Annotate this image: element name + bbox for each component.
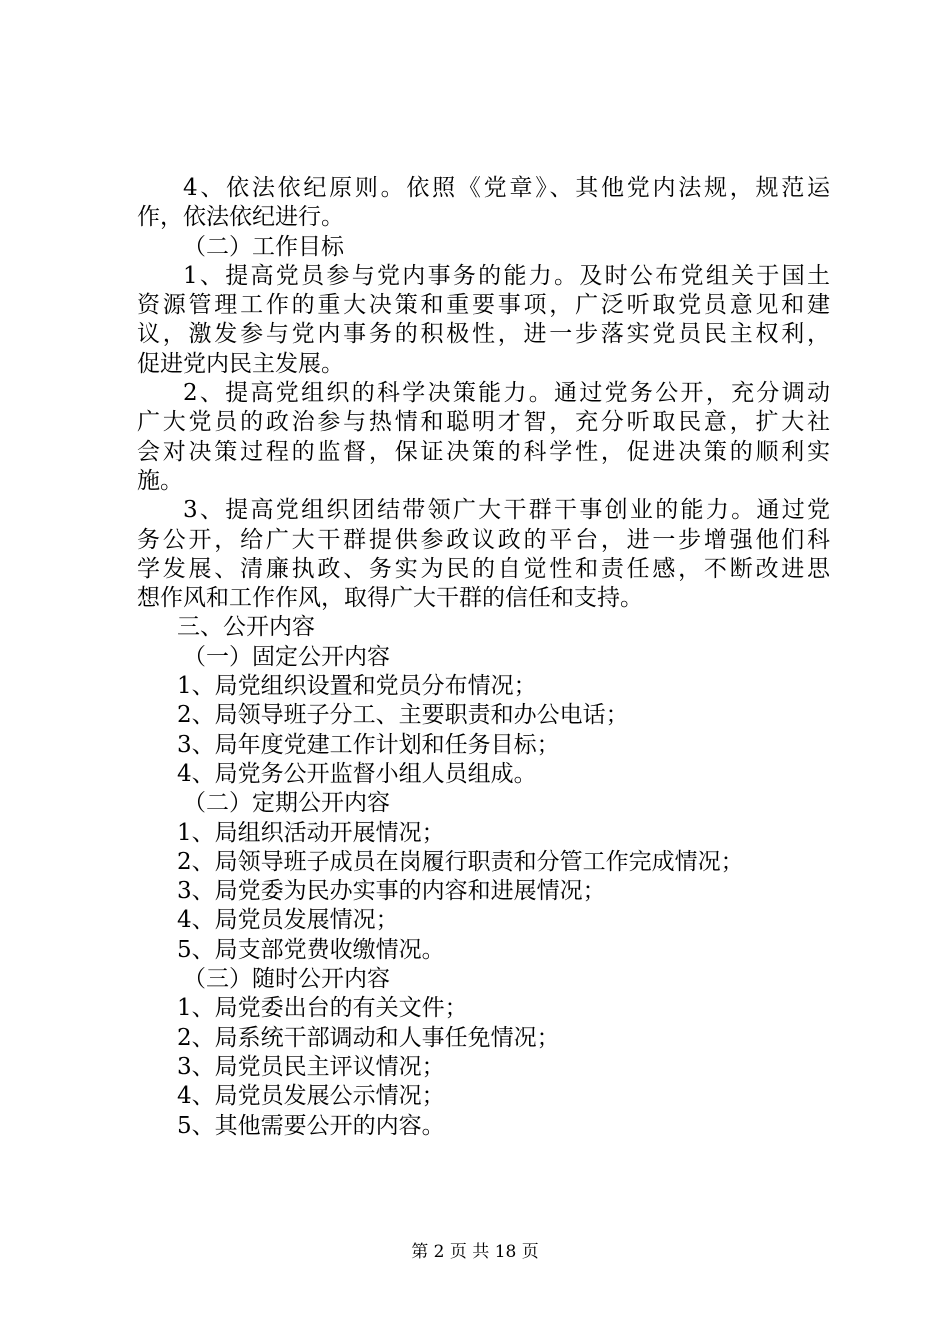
paragraph-line: 务公开，给广大干群提供参政议政的平台，进一步增强他们科 (137, 526, 830, 553)
document-body (137, 174, 830, 1141)
section-heading: 三、公开内容 (177, 614, 315, 641)
paragraph-line: 2、提高党组织的科学决策能力。通过党务公开，充分调动 (183, 380, 830, 407)
page-number-footer: 第 2 页 共 18 页 (411, 1242, 539, 1262)
section-heading: （三）随时公开内容 (183, 966, 390, 993)
paragraph-line: 1、提高党员参与党内事务的能力。及时公布党组关于国土 (183, 262, 830, 289)
section-heading: （二）定期公开内容 (183, 790, 390, 817)
paragraph-line: 会对决策过程的监督，保证决策的科学性，促进决策的顺利实 (137, 438, 830, 465)
list-item: 3、局年度党建工作计划和任务目标； (177, 731, 560, 758)
list-item: 5、其他需要公开的内容。 (177, 1112, 445, 1139)
list-item: 1、局党委出台的有关文件； (177, 995, 468, 1022)
list-item: 2、局领导班子成员在岗履行职责和分管工作完成情况； (177, 848, 744, 875)
list-item: 4、局党员发展情况； (177, 907, 399, 934)
list-item: 4、局党务公开监督小组人员组成。 (177, 760, 537, 787)
section-heading: （二）工作目标 (183, 233, 344, 260)
paragraph-line: 施。 (137, 467, 183, 494)
paragraph-line: 资源管理工作的重大决策和重要事项，广泛听取党员意见和建 (137, 292, 830, 319)
list-item: 1、局组织活动开展情况； (177, 819, 445, 846)
list-item: 3、局党委为民办实事的内容和进展情况； (177, 878, 606, 905)
list-item: 3、局党员民主评议情况； (177, 1053, 445, 1080)
paragraph-line: 作，依法依纪进行。 (137, 204, 344, 231)
paragraph-line: 想作风和工作作风，取得广大干群的信任和支持。 (137, 585, 643, 612)
paragraph-line: 促进党内民主发展。 (137, 350, 344, 377)
paragraph-line: 议，激发参与党内事务的积极性，进一步落实党员民主权利， (137, 321, 830, 348)
list-item: 2、局领导班子分工、主要职责和办公电话； (177, 702, 629, 729)
paragraph-line: 4、依法依纪原则。依照《党章》、其他党内法规，规范运 (183, 175, 830, 201)
paragraph-line: 3、提高党组织团结带领广大干群干事创业的能力。通过党 (183, 497, 830, 524)
list-item: 4、局党员发展公示情况； (177, 1083, 445, 1110)
list-item: 1、局党组织设置和党员分布情况； (177, 673, 537, 700)
paragraph-line: 学发展、清廉执政、务实为民的自觉性和责任感，不断改进思 (137, 555, 830, 582)
list-item: 2、局系统干部调动和人事任免情况； (177, 1024, 560, 1051)
list-item: 5、局支部党费收缴情况。 (177, 936, 445, 963)
paragraph-line: 广大党员的政治参与热情和聪明才智，充分听取民意，扩大社 (137, 409, 830, 436)
section-heading: （一）固定公开内容 (183, 643, 390, 670)
